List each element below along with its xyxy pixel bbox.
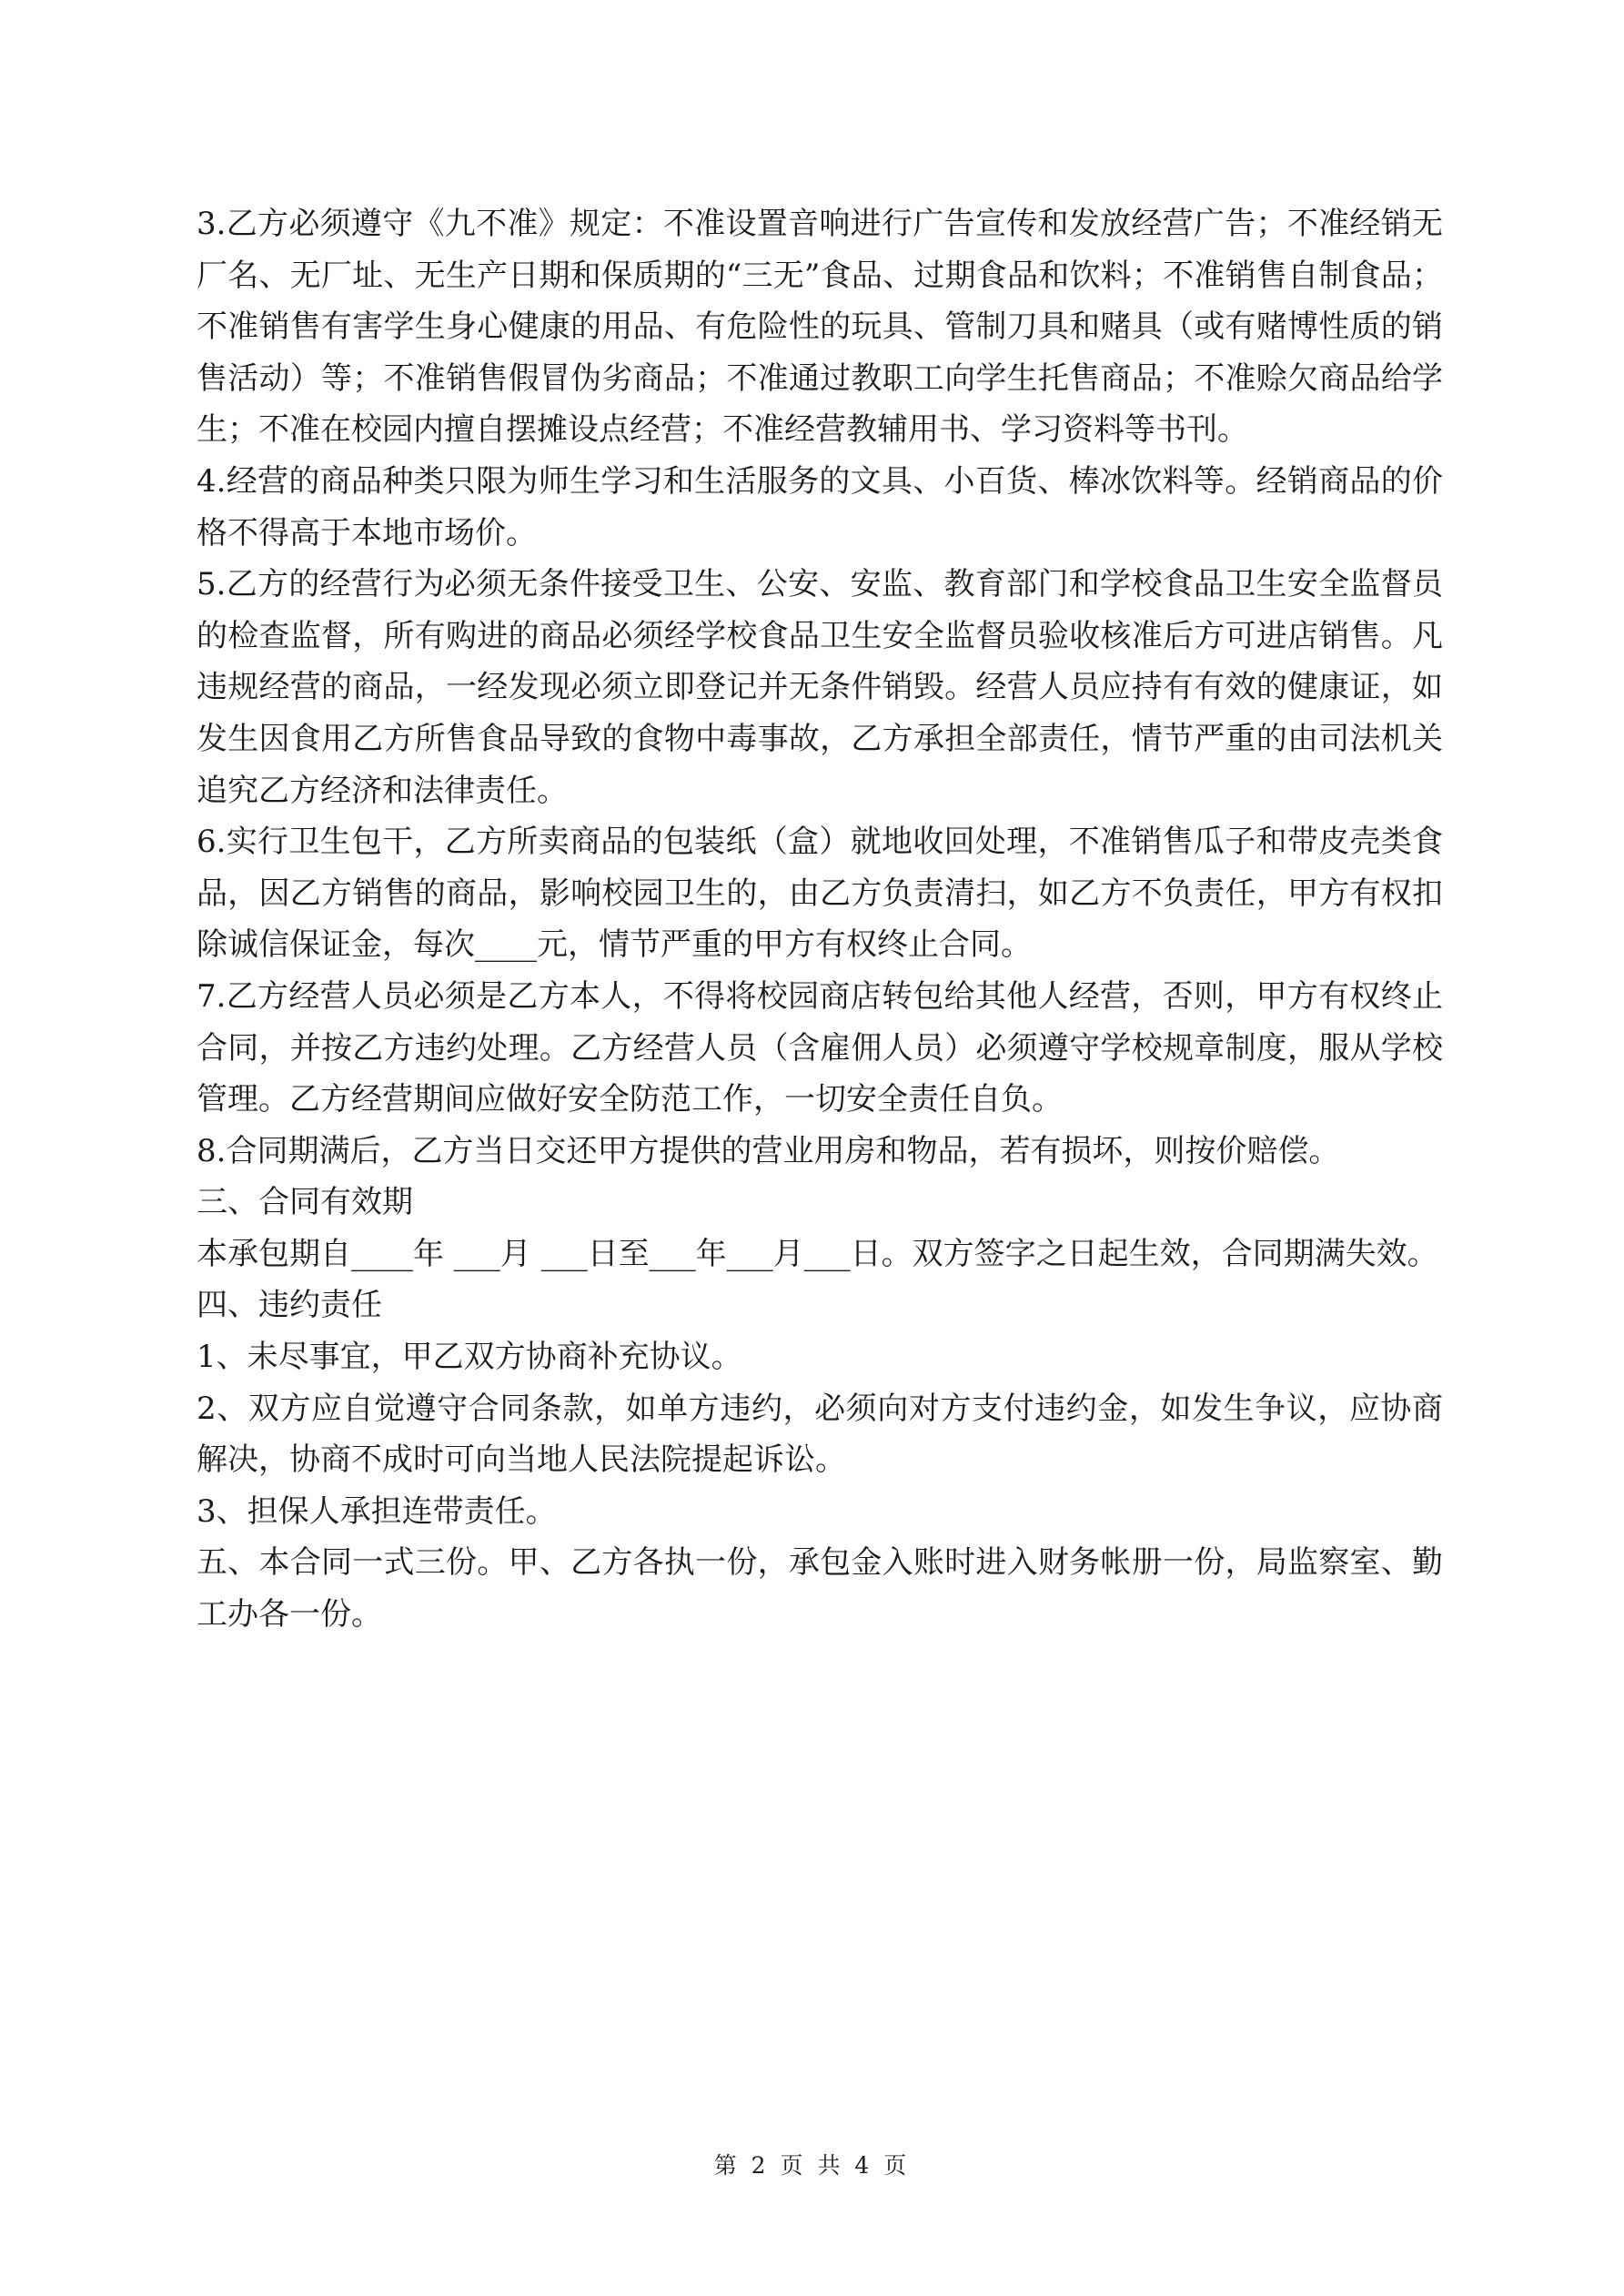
clause-8-return-property: 8.合同期满后，乙方当日交还甲方提供的营业用房和物品，若有损坏，则按价赔偿。 bbox=[197, 1132, 1340, 1169]
page-number-footer: 第 2 页 共 4 页 bbox=[713, 2152, 911, 2179]
clause-3-nine-prohibitions: 3.乙方必须遵守《九不准》规定：不准设置音响进行广告宣传和发放经营广告；不准经销无厂名、无厂址、无生产日期和保质期的“三无”食品、过期食品和饮料；不准销售自制食品；不准销售有害学生身心健康的用品、有危险性的玩具、管制刀具和赌具（或有赌博性质的销售活动）等；不准销售假冒伪劣商品；不准通过教职工向学生托售商品；不准赊欠商品给学生；不准在校园内擅自摆摊设点经营；不准经营教辅用书、学习资料等书刊。 bbox=[197, 206, 1443, 449]
clause-4-product-scope: 4.经营的商品种类只限为师生学习和生活服务的文具、小百货、棒冰饮料等。经销商品的价格不得高于本地市场价。 bbox=[197, 462, 1443, 551]
document-body bbox=[197, 198, 1443, 1641]
liability-item-3: 3、担保人承担连带责任。 bbox=[197, 1492, 557, 1530]
clause-7-personnel: 7.乙方经营人员必须是乙方本人，不得将校园商店转包给其他人经营，否则，甲方有权终止合同，并按乙方违约处理。乙方经营人员（含雇佣人员）必须遵守学校规章制度，服从学校管理。乙方经营期间应做好安全防范工作，一切安全责任自负。 bbox=[197, 977, 1443, 1118]
clause-5-inspection: 5.乙方的经营行为必须无条件接受卫生、公安、安监、教育部门和学校食品卫生安全监督员的检查监督，所有购进的商品必须经学校食品卫生安全监督员验收核准后方可进店销售。凡违规经营的商品，一经发现必须立即登记并无条件销毁。经营人员应持有有效的健康证，如发生因食用乙方所售食品导致的食物中毒事故，乙方承担全部责任，情节严重的由司法机关追究乙方经济和法律责任。 bbox=[197, 566, 1443, 809]
section-copies: 五、本合同一式三份。甲、乙方各执一份，承包金入账时进入财务帐册一份，局监察室、勤工办各一份。 bbox=[197, 1544, 1443, 1633]
validity-period: 本承包期自____年 ___月 ___日至___年___月___日。双方签字之日起生效，合同期满失效。 bbox=[197, 1235, 1438, 1272]
liability-item-2: 2、双方应自觉遵守合同条款，如单方违约，必须向对方支付违约金，如发生争议，应协商解决，协商不成时可向当地人民法院提起诉讼。 bbox=[197, 1390, 1443, 1479]
liability-item-1: 1、未尽事宜，甲乙双方协商补充协议。 bbox=[197, 1339, 742, 1376]
section-heading-liability: 四、违约责任 bbox=[197, 1287, 382, 1324]
clause-6-hygiene: 6.实行卫生包干，乙方所卖商品的包装纸（盒）就地收回处理，不准销售瓜子和带皮壳类食品，因乙方销售的商品，影响校园卫生的，由乙方负责清扫，如乙方不负责任，甲方有权扣除诚信保证金，每次____元，情节严重的甲方有权终止合同。 bbox=[197, 824, 1443, 964]
section-heading-validity: 三、合同有效期 bbox=[197, 1184, 413, 1221]
